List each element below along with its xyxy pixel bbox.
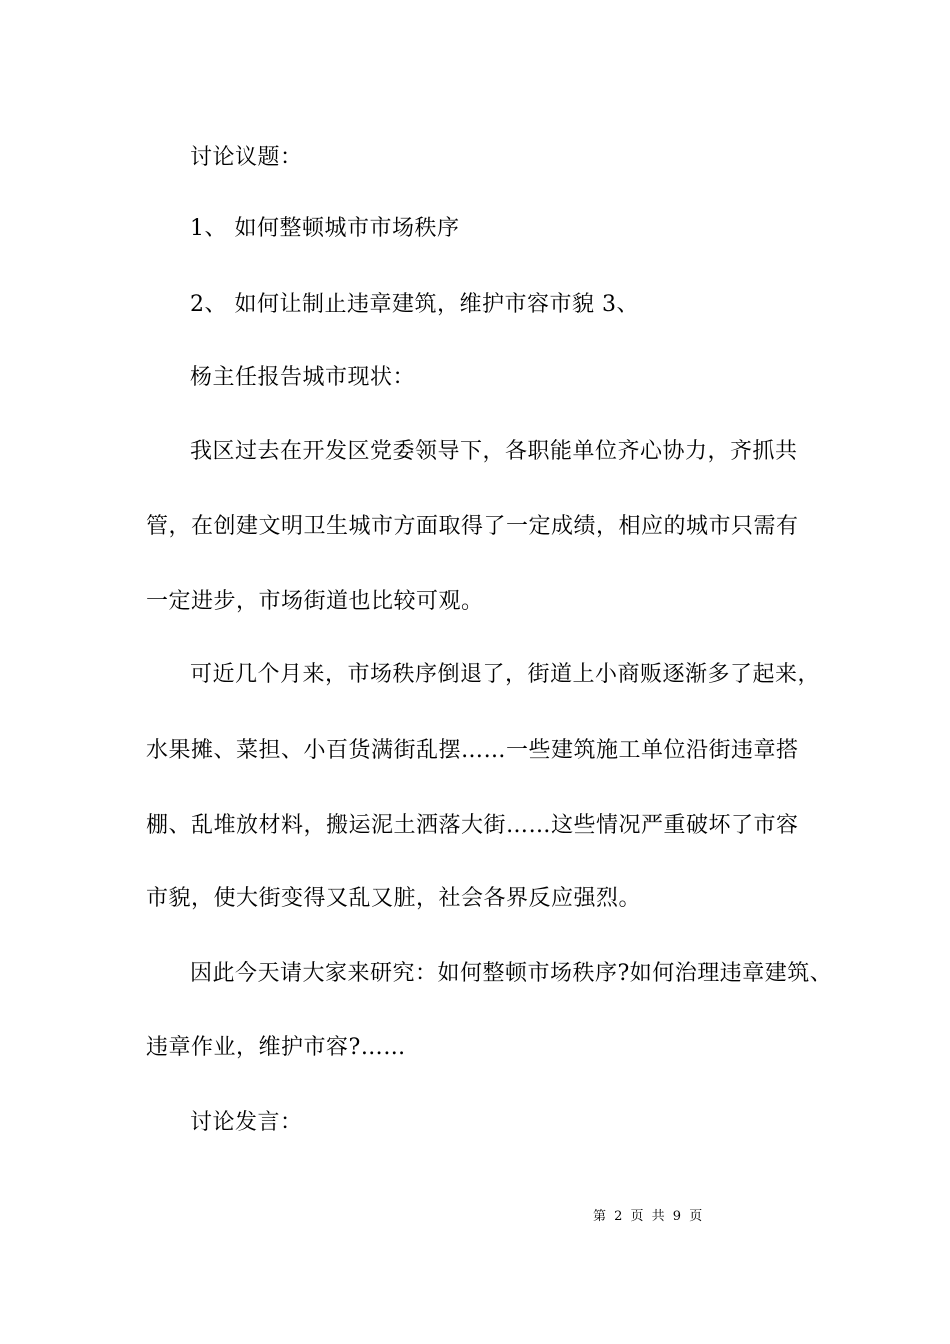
discussion-speech-heading: 讨论发言： xyxy=(190,1110,303,1135)
paragraph-line: 市貌，使大街变得又乱又脏，社会各界反应强烈。 xyxy=(146,886,642,911)
paragraph-line: 因此今天请大家来研究：如何整顿市场秩序?如何治理违章建筑、 xyxy=(190,961,833,986)
paragraph-line: 违章作业，维护市容?…… xyxy=(146,1035,406,1060)
paragraph-line: 我区过去在开发区党委领导下，各职能单位齐心协力，齐抓共 xyxy=(190,439,798,464)
discussion-topics-heading: 讨论议题： xyxy=(190,145,303,170)
paragraph-line: 管，在创建文明卫生城市方面取得了一定成绩，相应的城市只需有 xyxy=(146,514,799,539)
paragraph-line: 棚、乱堆放材料，搬运泥土洒落大街……这些情况严重破坏了市容 xyxy=(146,813,799,838)
page-number-footer: 第 2 页 共 9 页 xyxy=(593,1209,703,1224)
paragraph-line: 可近几个月来，市场秩序倒退了，街道上小商贩逐渐多了起来， xyxy=(190,662,821,687)
paragraph-line: 水果摊、菜担、小百货满街乱摆……一些建筑施工单位沿街违章搭 xyxy=(146,738,799,763)
topic-item-2: 2、 如何让制止违章建筑，维护市容市貌 3、 xyxy=(190,292,639,317)
paragraph-line: 一定进步，市场街道也比较可观。 xyxy=(146,589,484,614)
topic-item-1: 1、 如何整顿城市市场秩序 xyxy=(190,216,460,241)
report-heading: 杨主任报告城市现状： xyxy=(190,365,416,390)
